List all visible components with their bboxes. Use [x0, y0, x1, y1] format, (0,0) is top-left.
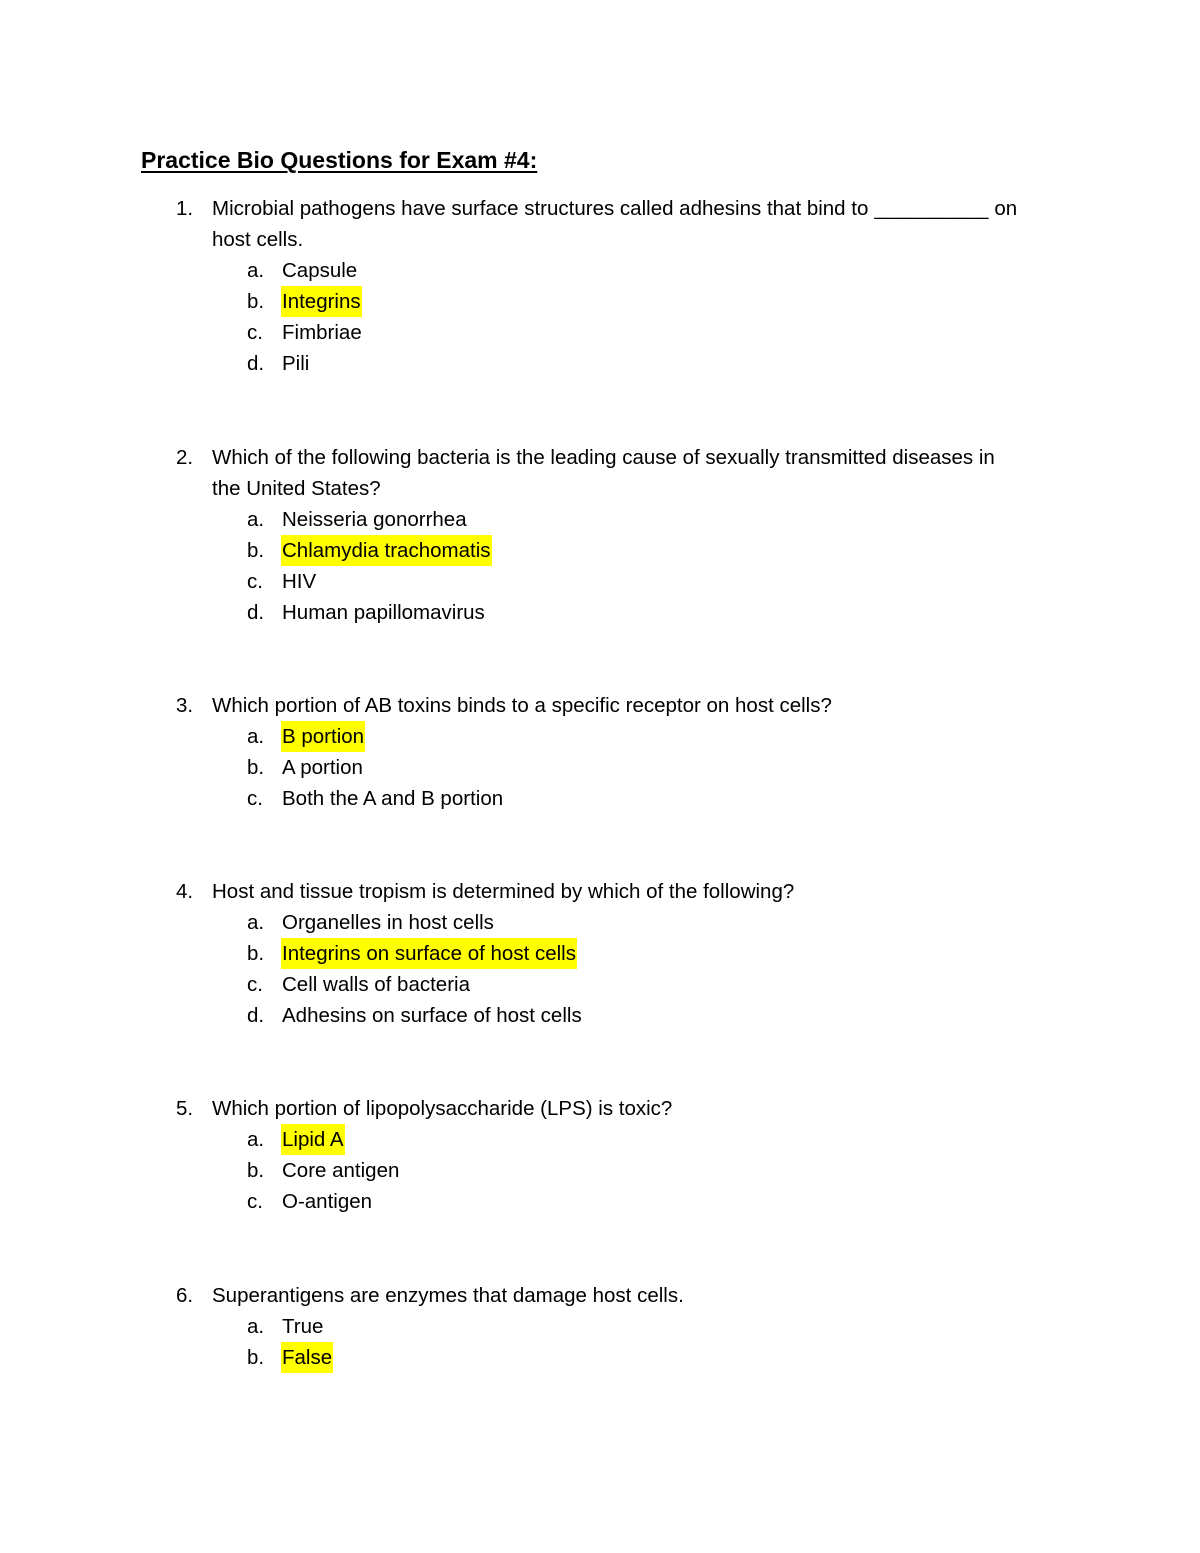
option-letter: b. — [247, 1346, 265, 1369]
option-c — [0, 969, 1200, 1000]
option-text-highlighted-answer: Chlamydia trachomatis — [281, 535, 492, 566]
option-letter: a. — [247, 1315, 265, 1338]
option-letter: d. — [247, 1004, 265, 1027]
question-text-continued: the United States? — [212, 477, 381, 500]
option-d — [0, 1000, 1200, 1031]
question-text — [212, 193, 1017, 224]
question-stem — [0, 876, 1200, 907]
option-text: A portion — [282, 756, 363, 779]
option-d — [0, 348, 1200, 379]
option-text: Neisseria gonorrhea — [282, 508, 467, 531]
option-text: O-antigen — [282, 1190, 373, 1213]
question-number: 1. — [176, 197, 194, 220]
question-5 — [0, 1093, 1200, 1217]
option-letter: a. — [247, 259, 265, 282]
question-stem — [0, 193, 1200, 224]
option-a — [0, 255, 1200, 286]
question-text-after-blank: on — [994, 197, 1018, 220]
option-c — [0, 783, 1200, 814]
option-b — [0, 286, 1200, 317]
option-a — [0, 1311, 1200, 1342]
option-letter: c. — [247, 973, 263, 996]
option-letter: b. — [247, 756, 265, 779]
option-a — [0, 907, 1200, 938]
option-text: Capsule — [282, 259, 358, 282]
option-text: HIV — [282, 570, 317, 593]
question-number: 3. — [176, 694, 194, 717]
option-letter: c. — [247, 787, 263, 810]
option-letter: b. — [247, 942, 265, 965]
question-2 — [0, 442, 1200, 628]
option-text-highlighted-answer: B portion — [281, 721, 365, 752]
question-text-before-blank: Microbial pathogens have surface structures called adhesins that bind to — [212, 197, 869, 220]
option-letter: a. — [247, 1128, 265, 1151]
question-stem — [0, 1093, 1200, 1124]
question-6 — [0, 1280, 1200, 1373]
option-text-highlighted-answer: Integrins on surface of host cells — [281, 938, 577, 969]
option-c — [0, 317, 1200, 348]
question-1 — [0, 193, 1200, 379]
option-text: Cell walls of bacteria — [282, 973, 470, 996]
option-text-highlighted-answer: False — [281, 1342, 333, 1373]
option-b — [0, 752, 1200, 783]
question-4 — [0, 876, 1200, 1031]
page-title: Practice Bio Questions for Exam #4: — [141, 147, 538, 173]
question-text: Which of the following bacteria is the leading cause of sexually transmitted diseases in — [212, 446, 995, 469]
option-d — [0, 597, 1200, 628]
option-letter: c. — [247, 1190, 263, 1213]
option-b — [0, 1342, 1200, 1373]
option-letter: d. — [247, 352, 265, 375]
option-b — [0, 1155, 1200, 1186]
option-letter: b. — [247, 539, 265, 562]
question-number: 5. — [176, 1097, 194, 1120]
option-text: Human papillomavirus — [282, 601, 485, 624]
option-text: Fimbriae — [282, 321, 362, 344]
option-b — [0, 938, 1200, 969]
option-letter: a. — [247, 508, 265, 531]
option-text: Pili — [282, 352, 310, 375]
question-stem — [0, 442, 1200, 473]
question-text: Superantigens are enzymes that damage host cells. — [212, 1284, 684, 1307]
option-letter: b. — [247, 290, 265, 313]
option-text: True — [282, 1315, 324, 1338]
option-a — [0, 1124, 1200, 1155]
question-number: 2. — [176, 446, 194, 469]
option-a — [0, 504, 1200, 535]
option-text: Organelles in host cells — [282, 911, 494, 934]
question-stem — [0, 690, 1200, 721]
question-number: 6. — [176, 1284, 194, 1307]
question-text: Host and tissue tropism is determined by which of the following? — [212, 880, 795, 903]
option-b — [0, 535, 1200, 566]
option-c — [0, 566, 1200, 597]
question-stem-line-2 — [0, 224, 1200, 255]
option-letter: c. — [247, 321, 263, 344]
option-text: Both the A and B portion — [282, 787, 504, 810]
option-a — [0, 721, 1200, 752]
option-c — [0, 1186, 1200, 1217]
question-stem-line-2 — [0, 473, 1200, 504]
option-letter: d. — [247, 601, 265, 624]
option-text: Core antigen — [282, 1159, 400, 1182]
question-stem — [0, 1280, 1200, 1311]
option-letter: a. — [247, 911, 265, 934]
option-letter: c. — [247, 570, 263, 593]
option-text: Adhesins on surface of host cells — [282, 1004, 582, 1027]
option-letter: a. — [247, 725, 265, 748]
question-text-continued: host cells. — [212, 228, 304, 251]
question-text: Which portion of lipopolysaccharide (LPS) is toxic? — [212, 1097, 673, 1120]
option-text-highlighted-answer: Lipid A — [281, 1124, 345, 1155]
question-text: Which portion of AB toxins binds to a specific receptor on host cells? — [212, 694, 832, 717]
question-3 — [0, 690, 1200, 814]
answer-blank: __________ — [874, 197, 989, 220]
option-letter: b. — [247, 1159, 265, 1182]
option-text-highlighted-answer: Integrins — [281, 286, 362, 317]
question-number: 4. — [176, 880, 194, 903]
